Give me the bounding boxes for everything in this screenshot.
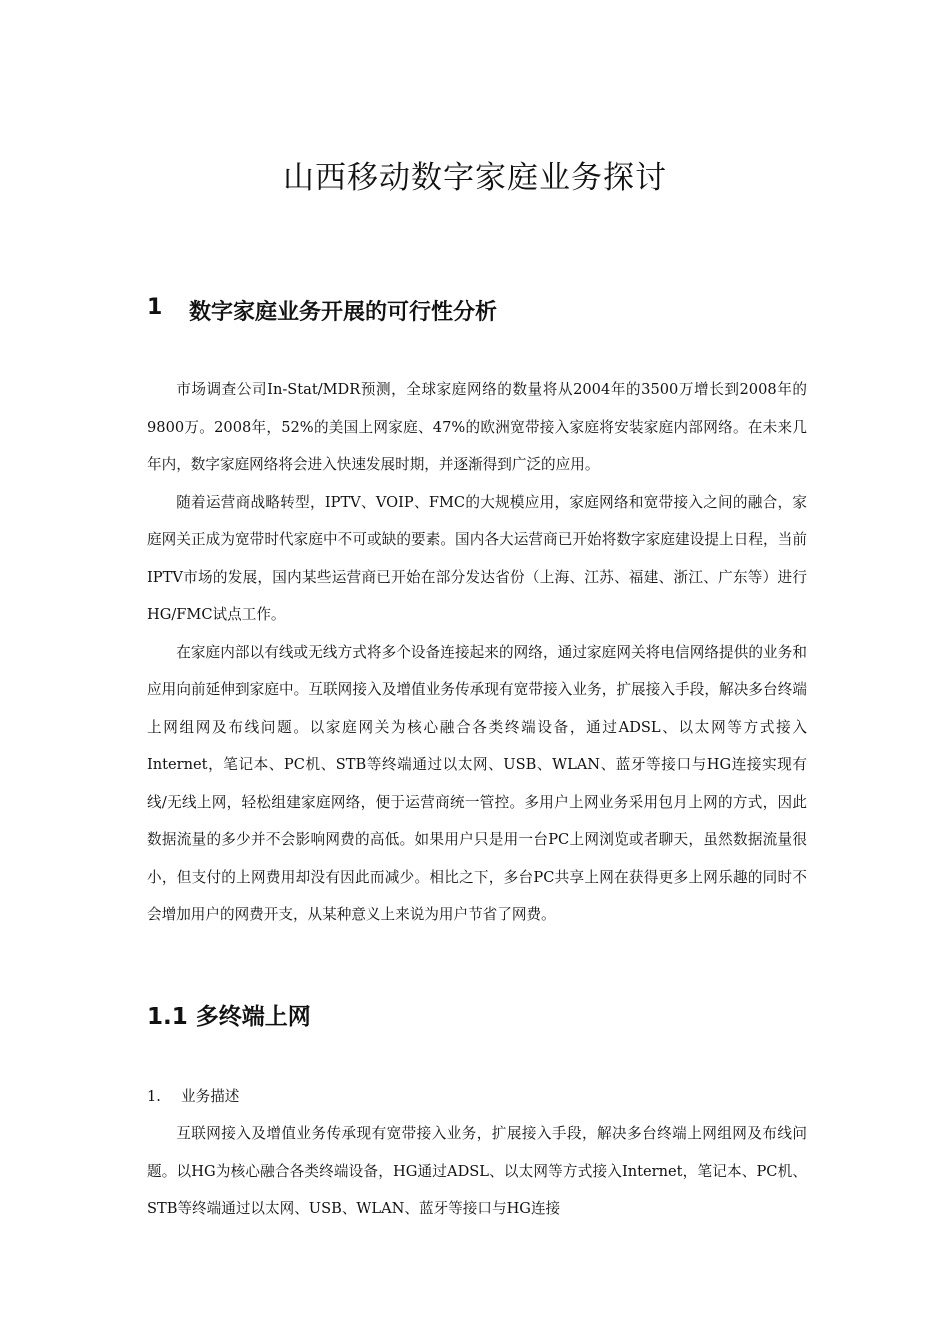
list-item <box>147 1078 239 1116</box>
section-1-heading <box>147 295 497 326</box>
section-1-body <box>147 371 807 934</box>
section-1-number: 1 <box>147 295 163 320</box>
paragraph: 在家庭内部以有线或无线方式将多个设备连接起来的网络，通过家庭网关将电信网络提供的业务和应用向前延伸到家庭中。互联网接入及增值业务传承现有宽带接入业务，扩展接入手段，解决多台终端上网组网及布线问题。以家庭网关为核心融合各类终端设备，通过ADSL、以太网等方式接入Internet，笔记本、PC机、STB等终端通过以太网、USB、WLAN、蓝牙等接口与HG连接实现有线/无线上网，轻松组建家庭网络，便于运营商统一管控。多用户上网业务采用包月上网的方式，因此数据流量的多少并不会影响网费的高低。如果用户只是用一台PC上网浏览或者聊天，虽然数据流量很小，但支付的上网费用却没有因此而减少。相比之下，多台PC共享上网在获得更多上网乐趣的同时不会增加用户的网费开支，从某种意义上来说为用户节省了网费。 <box>147 643 807 923</box>
paragraph: 互联网接入及增值业务传承现有宽带接入业务，扩展接入手段，解决多台终端上网组网及布线问题。以HG为核心融合各类终端设备，HG通过ADSL、以太网等方式接入Internet，笔记本、PC机、STB等终端通过以太网、USB、WLAN、蓝牙等接口与HG连接 <box>147 1125 807 1217</box>
section-1-1-heading: 1.1 多终端上网 <box>147 1004 311 1030</box>
section-1-1-body <box>147 1115 807 1228</box>
document-title: 山西移动数字家庭业务探讨 <box>283 160 667 196</box>
paragraph: 随着运营商战略转型，IPTV、VOIP、FMC的大规模应用，家庭网络和宽带接入之间的融合，家庭网关正成为宽带时代家庭中不可或缺的要素。国内各大运营商已开始将数字家庭建设提上日程，当前IPTV市场的发展，国内某些运营商已开始在部分发达省份（上海、江苏、福建、浙江、广东等）进行HG/FMC试点工作。 <box>147 493 807 623</box>
paragraph: 市场调查公司In-Stat/MDR预测，全球家庭网络的数量将从2004年的3500万增长到2008年的9800万。2008年，52%的美国上网家庭、47%的欧洲宽带接入家庭将安装家庭内部网络。在未来几年内，数字家庭网络将会进入快速发展时期，并逐渐得到广泛的应用。 <box>147 381 807 473</box>
section-1-title: 数字家庭业务开展的可行性分析 <box>189 300 498 325</box>
list-label: 业务描述 <box>181 1088 240 1105</box>
list-marker: 1. <box>147 1088 161 1105</box>
